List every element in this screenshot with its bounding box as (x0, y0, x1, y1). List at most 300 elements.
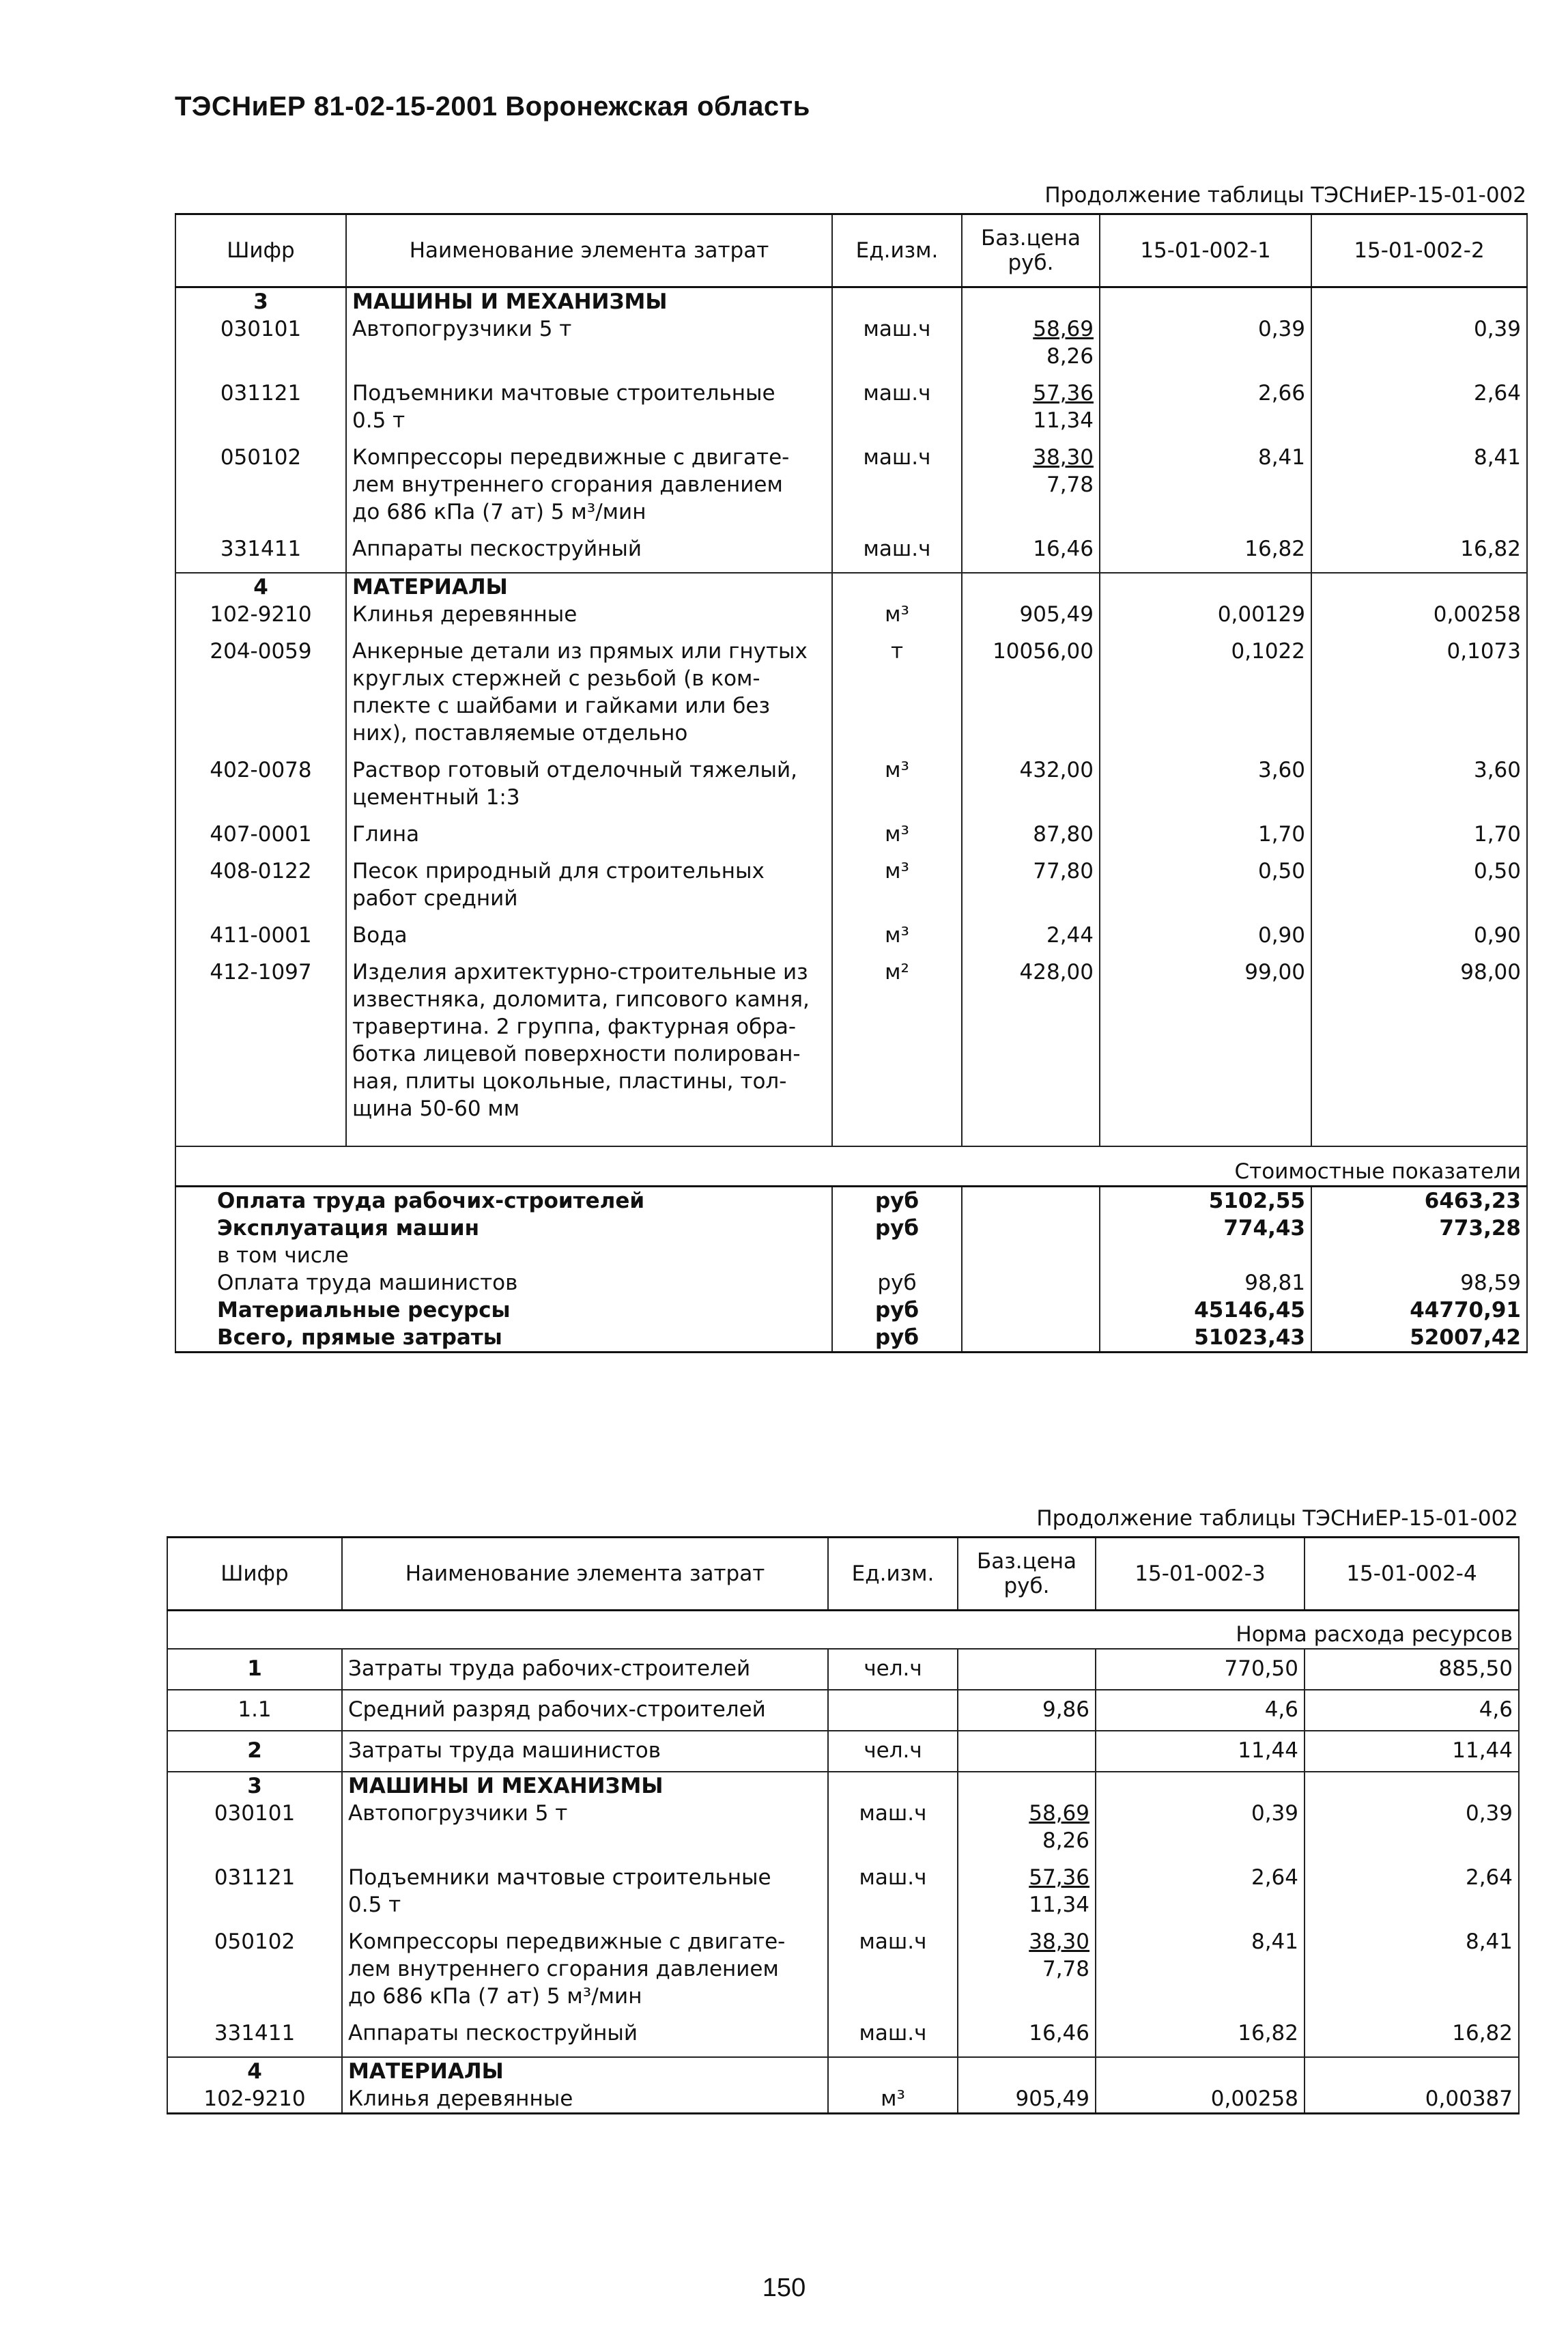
table2 (167, 1536, 1520, 2114)
base-price: 905,49 (1015, 2086, 1089, 2111)
resource-unit: маш.ч (828, 1928, 958, 2010)
base-price-secondary: 7,78 (1046, 472, 1094, 497)
empty-cell (1100, 628, 1311, 638)
cost-label: Всего, прямые затраты (175, 1324, 832, 1353)
empty-cell (175, 949, 346, 959)
empty-cell (828, 2010, 958, 2020)
base-price-secondary: 8,26 (1046, 344, 1094, 369)
empty-cell (1311, 628, 1527, 638)
resource-value-col2: 0,39 (1305, 1800, 1519, 1854)
empty-cell (958, 1919, 1096, 1928)
row-spacer (167, 1854, 1519, 1864)
resource-value-col1: 1,70 (1100, 821, 1311, 848)
resource-code: 411-0001 (175, 922, 346, 949)
header-col2: 15-01-002-4 (1305, 1538, 1519, 1611)
row-spacer (175, 912, 1527, 922)
resource-row (175, 601, 1527, 628)
empty-cell (1100, 434, 1311, 444)
resource-unit: маш.ч (832, 444, 962, 526)
empty-cell (1305, 1772, 1519, 1800)
resource-name-line: лем внутреннего сгорания давлением (348, 1957, 779, 1981)
empty-cell (1096, 1772, 1305, 1800)
base-price: 77,80 (1033, 859, 1094, 883)
section-title: МАШИНЫ И МЕХАНИЗМЫ (346, 287, 832, 316)
empty-cell (962, 1242, 1100, 1269)
section-row (167, 1772, 1519, 1800)
cost-value-col1: 774,43 (1100, 1215, 1311, 1242)
empty-cell (962, 912, 1100, 922)
empty-cell (962, 949, 1100, 959)
section-row (175, 573, 1527, 601)
empty-cell (962, 747, 1100, 756)
cost-header: Стоимостные показатели (175, 1146, 1527, 1187)
cost-value-col2: 44770,91 (1311, 1297, 1527, 1324)
cost-row (175, 1297, 1527, 1324)
empty-cell (346, 848, 832, 858)
resource-value-col2: 0,1073 (1311, 638, 1527, 747)
empty-cell (1096, 1854, 1305, 1864)
base-price: 10056,00 (993, 639, 1094, 664)
resource-price (962, 922, 1100, 949)
cost-value-col2: 52007,42 (1311, 1324, 1527, 1353)
resource-value-col1: 0,50 (1100, 858, 1311, 912)
labor-value-col2: 11,44 (1305, 1731, 1519, 1772)
resource-value-col2: 0,39 (1311, 315, 1527, 370)
empty-cell (1311, 912, 1527, 922)
cost-row (175, 1269, 1527, 1297)
labor-name: Средний разряд рабочих-строителей (342, 1690, 828, 1731)
resource-code: 031121 (167, 1864, 342, 1919)
cost-header-row (175, 1146, 1527, 1187)
resource-name-line: до 686 кПа (7 ат) 5 м³/мин (348, 1984, 642, 2009)
section-code: 3 (175, 287, 346, 316)
section-title: МАТЕРИАЛЫ (346, 573, 832, 601)
table1 (175, 213, 1528, 1353)
cost-value-col1: 98,81 (1100, 1269, 1311, 1297)
empty-cell (958, 1854, 1096, 1864)
cost-value-col1: 51023,43 (1100, 1324, 1311, 1353)
empty-cell (962, 573, 1100, 601)
header-unit: Ед.изм. (832, 214, 962, 287)
empty-cell (832, 287, 962, 316)
resource-name (346, 315, 832, 370)
row-spacer (175, 1132, 1527, 1146)
resource-row (175, 315, 1527, 370)
empty-cell (1311, 573, 1527, 601)
labor-value-col1: 4,6 (1096, 1690, 1305, 1731)
resource-code: 407-0001 (175, 821, 346, 848)
base-price: 432,00 (1019, 758, 1094, 782)
header-price: Баз.цена руб. (962, 214, 1100, 287)
resource-price (962, 601, 1100, 628)
resource-name (346, 858, 832, 912)
empty-cell (958, 2047, 1096, 2057)
empty-cell (832, 434, 962, 444)
resource-code: 102-9210 (167, 2085, 342, 2112)
resource-value-col2: 1,70 (1311, 821, 1527, 848)
resource-unit: маш.ч (828, 1800, 958, 1854)
resource-price (962, 535, 1100, 563)
resource-code: 331411 (167, 2020, 342, 2047)
resource-price (962, 858, 1100, 912)
empty-cell (1100, 747, 1311, 756)
resource-name (346, 535, 832, 563)
resource-unit: м³ (832, 821, 962, 848)
resource-name-line: до 686 кПа (7 ат) 5 м³/мин (352, 500, 646, 524)
labor-name: Затраты труда машинистов (342, 1731, 828, 1772)
resource-row (175, 380, 1527, 434)
resource-value-col1: 16,82 (1100, 535, 1311, 563)
resource-row (175, 444, 1527, 526)
resource-code: 102-9210 (175, 601, 346, 628)
empty-cell (346, 628, 832, 638)
resource-code: 204-0059 (175, 638, 346, 747)
header-row (175, 214, 1527, 287)
cost-unit: руб (832, 1269, 962, 1297)
base-price: 16,46 (1033, 537, 1094, 561)
header-name: Наименование элемента затрат (346, 214, 832, 287)
empty-cell (175, 526, 346, 535)
empty-cell (1311, 747, 1527, 756)
resource-value-col1: 99,00 (1100, 959, 1311, 1122)
resource-name (342, 1928, 828, 2010)
empty-cell (1311, 563, 1527, 573)
resource-code: 030101 (175, 315, 346, 370)
row-spacer (175, 811, 1527, 821)
empty-cell (1100, 912, 1311, 922)
resource-unit: м³ (832, 922, 962, 949)
empty-cell (342, 2112, 828, 2114)
empty-cell (1096, 2112, 1305, 2114)
base-price: 16,46 (1029, 2021, 1089, 2046)
resource-value-col1: 2,64 (1096, 1864, 1305, 1919)
cost-value-col2: 98,59 (1311, 1269, 1527, 1297)
resource-row (167, 1800, 1519, 1854)
empty-cell (175, 912, 346, 922)
base-price: 38,30 (1029, 1929, 1089, 1954)
row-spacer (175, 747, 1527, 756)
row-spacer (175, 370, 1527, 380)
section-row (175, 287, 1527, 316)
resource-name (346, 601, 832, 628)
resource-row (175, 959, 1527, 1122)
resource-name-line: плекте с шайбами и гайками или без (352, 694, 770, 718)
empty-cell (1100, 1132, 1311, 1146)
resource-row (175, 821, 1527, 848)
empty-cell (828, 1772, 958, 1800)
empty-cell (167, 1919, 342, 1928)
resource-name (346, 444, 832, 526)
empty-cell (1096, 2057, 1305, 2085)
empty-cell (167, 1854, 342, 1864)
empty-cell (962, 370, 1100, 380)
empty-cell (1311, 848, 1527, 858)
empty-cell (828, 1919, 958, 1928)
empty-cell (346, 912, 832, 922)
base-price-secondary: 8,26 (1042, 1828, 1089, 1853)
resource-unit: маш.ч (828, 2020, 958, 2047)
header-code: Шифр (167, 1538, 342, 1611)
empty-cell (175, 370, 346, 380)
header-row (167, 1538, 1519, 1611)
empty-cell (962, 1297, 1100, 1324)
resource-unit: маш.ч (832, 380, 962, 434)
empty-cell (958, 2010, 1096, 2020)
resource-code: 050102 (175, 444, 346, 526)
empty-cell (962, 1269, 1100, 1297)
empty-cell (175, 1122, 346, 1132)
resource-value-col2: 16,82 (1311, 535, 1527, 563)
resource-value-col1: 8,41 (1100, 444, 1311, 526)
resource-value-col2: 0,00387 (1305, 2085, 1519, 2112)
resource-value-col1: 0,90 (1100, 922, 1311, 949)
cost-unit (832, 1242, 962, 1269)
empty-cell (1305, 2047, 1519, 2057)
resource-name-line: ная, плиты цокольные, пластины, тол- (352, 1069, 787, 1094)
resource-value-col1: 3,60 (1100, 756, 1311, 811)
empty-cell (1100, 848, 1311, 858)
row-spacer (167, 2010, 1519, 2020)
resource-price (962, 756, 1100, 811)
empty-cell (962, 1215, 1100, 1242)
empty-cell (1100, 949, 1311, 959)
cost-row (175, 1215, 1527, 1242)
cost-label: Материальные ресурсы (175, 1297, 832, 1324)
empty-cell (832, 563, 962, 573)
row-spacer (167, 2112, 1519, 2114)
resource-value-col1: 2,66 (1100, 380, 1311, 434)
resource-name-line: травертина. 2 группа, фактурная обра- (352, 1015, 797, 1039)
empty-cell (1096, 1919, 1305, 1928)
empty-cell (1100, 287, 1311, 316)
base-price: 2,44 (1046, 923, 1094, 948)
labor-value-col1: 11,44 (1096, 1731, 1305, 1772)
empty-cell (832, 628, 962, 638)
resource-row (167, 2085, 1519, 2112)
cost-label: в том числе (175, 1242, 832, 1269)
resource-code: 331411 (175, 535, 346, 563)
labor-code: 1.1 (167, 1690, 342, 1731)
resource-price (962, 959, 1100, 1122)
empty-cell (1305, 1919, 1519, 1928)
empty-cell (342, 2047, 828, 2057)
resource-code: 408-0122 (175, 858, 346, 912)
resource-code: 402-0078 (175, 756, 346, 811)
resource-name-line: лем внутреннего сгорания давлением (352, 472, 783, 497)
row-spacer (175, 563, 1527, 573)
empty-cell (175, 747, 346, 756)
resource-value-col2: 3,60 (1311, 756, 1527, 811)
empty-cell (828, 1854, 958, 1864)
row-spacer (175, 434, 1527, 444)
section-title: МАШИНЫ И МЕХАНИЗМЫ (342, 1772, 828, 1800)
base-price: 905,49 (1019, 602, 1094, 627)
empty-cell (346, 563, 832, 573)
section-code: 3 (167, 1772, 342, 1800)
base-price-secondary: 7,78 (1042, 1957, 1089, 1981)
resource-price (962, 638, 1100, 747)
empty-cell (346, 811, 832, 821)
row-spacer (175, 949, 1527, 959)
base-price: 58,69 (1033, 317, 1094, 341)
labor-unit: чел.ч (828, 1731, 958, 1772)
empty-cell (346, 434, 832, 444)
resource-name-line: Глина (352, 822, 420, 847)
header-price: Баз.цена руб. (958, 1538, 1096, 1611)
resource-value-col1: 0,39 (1100, 315, 1311, 370)
empty-cell (1096, 2047, 1305, 2057)
labor-value-col2: 885,50 (1305, 1649, 1519, 1690)
resource-unit: м³ (828, 2085, 958, 2112)
cost-value-col1: 45146,45 (1100, 1297, 1311, 1324)
empty-cell (832, 949, 962, 959)
empty-cell (962, 1132, 1100, 1146)
resource-price (962, 821, 1100, 848)
resource-name (342, 2020, 828, 2047)
cost-row (175, 1242, 1527, 1269)
resource-name (346, 821, 832, 848)
resource-row (175, 922, 1527, 949)
row-spacer (175, 628, 1527, 638)
resource-name (342, 2085, 828, 2112)
header-name: Наименование элемента затрат (342, 1538, 828, 1611)
resource-row (167, 2020, 1519, 2047)
resource-value-col1: 0,1022 (1100, 638, 1311, 747)
resource-name-line: круглых стержней с резьбой (в ком- (352, 666, 760, 691)
cost-label: Оплата труда рабочих-строителей (175, 1187, 832, 1215)
resource-name-line: Аппараты пескоструйный (352, 537, 642, 561)
resource-code: 030101 (167, 1800, 342, 1854)
section-row (167, 2057, 1519, 2085)
resource-name-line: Песок природный для строительных (352, 859, 765, 883)
resource-name-line: работ средний (352, 886, 518, 911)
empty-cell (1311, 370, 1527, 380)
resource-name-line: Вода (352, 923, 408, 948)
resource-unit: маш.ч (832, 535, 962, 563)
labor-price: 9,86 (958, 1690, 1096, 1731)
labor-value-col1: 770,50 (1096, 1649, 1305, 1690)
empty-cell (962, 563, 1100, 573)
resource-name-line: 0.5 т (348, 1893, 401, 1917)
empty-cell (1311, 1132, 1527, 1146)
empty-cell (175, 434, 346, 444)
resource-price (958, 1800, 1096, 1854)
base-price: 57,36 (1033, 381, 1094, 406)
empty-cell (175, 1132, 346, 1146)
empty-cell (1311, 1122, 1527, 1132)
empty-cell (962, 1122, 1100, 1132)
resource-price (962, 444, 1100, 526)
resource-name-line: Автопогрузчики 5 т (352, 317, 572, 341)
resource-value-col1: 8,41 (1096, 1928, 1305, 2010)
resource-name-line: Клинья деревянные (348, 2086, 573, 2111)
empty-cell (346, 1132, 832, 1146)
cost-label: Оплата труда машинистов (175, 1269, 832, 1297)
empty-cell (832, 526, 962, 535)
cost-label: Эксплуатация машин (175, 1215, 832, 1242)
norm-header-row (167, 1611, 1519, 1650)
empty-cell (175, 848, 346, 858)
resource-price (962, 380, 1100, 434)
empty-cell (346, 370, 832, 380)
empty-cell (342, 1854, 828, 1864)
resource-name-line: 0.5 т (352, 408, 405, 433)
table1-caption: Продолжение таблицы ТЭСНиЕР-15-01-002 (1044, 183, 1526, 208)
base-price: 87,80 (1033, 822, 1094, 847)
row-spacer (175, 848, 1527, 858)
row-spacer (167, 1919, 1519, 1928)
cost-value-col2: 6463,23 (1311, 1187, 1527, 1215)
resource-code: 050102 (167, 1928, 342, 2010)
resource-row (175, 535, 1527, 563)
empty-cell (1311, 287, 1527, 316)
labor-value-col2: 4,6 (1305, 1690, 1519, 1731)
resource-value-col2: 98,00 (1311, 959, 1527, 1122)
empty-cell (962, 1324, 1100, 1353)
empty-cell (1100, 573, 1311, 601)
labor-price (958, 1731, 1096, 1772)
resource-name (346, 638, 832, 747)
resource-unit: маш.ч (828, 1864, 958, 1919)
empty-cell (828, 2112, 958, 2114)
empty-cell (1100, 811, 1311, 821)
empty-cell (1311, 949, 1527, 959)
resource-value-col2: 8,41 (1305, 1928, 1519, 2010)
empty-cell (342, 1919, 828, 1928)
empty-cell (167, 2112, 342, 2114)
base-price-secondary: 11,34 (1029, 1893, 1089, 1917)
resource-value-col1: 16,82 (1096, 2020, 1305, 2047)
empty-cell (962, 1187, 1100, 1215)
empty-cell (1100, 370, 1311, 380)
cost-row (175, 1187, 1527, 1215)
empty-cell (828, 2057, 958, 2085)
resource-name-line: Раствор готовый отделочный тяжелый, (352, 758, 797, 782)
base-price: 57,36 (1029, 1865, 1089, 1890)
resource-code: 031121 (175, 380, 346, 434)
resource-row (167, 1864, 1519, 1919)
resource-name-line: них), поставляемые отдельно (352, 721, 688, 746)
header-col1: 15-01-002-1 (1100, 214, 1311, 287)
resource-name-line: Подъемники мачтовые строительные (348, 1865, 771, 1890)
resource-unit: м² (832, 959, 962, 1122)
resource-price (958, 2085, 1096, 2112)
base-price-secondary: 11,34 (1033, 408, 1094, 433)
empty-cell (828, 2047, 958, 2057)
resource-row (175, 638, 1527, 747)
empty-cell (832, 1122, 962, 1132)
empty-cell (958, 2112, 1096, 2114)
norm-header: Норма расхода ресурсов (167, 1611, 1519, 1650)
resource-name (342, 1864, 828, 1919)
empty-cell (832, 811, 962, 821)
resource-name-line: Анкерные детали из прямых или гнутых (352, 639, 808, 664)
section-title: МАТЕРИАЛЫ (342, 2057, 828, 2085)
resource-unit: маш.ч (832, 315, 962, 370)
resource-value-col2: 2,64 (1305, 1864, 1519, 1919)
resource-name-line: Клинья деревянные (352, 602, 578, 627)
empty-cell (1305, 2112, 1519, 2114)
labor-code: 1 (167, 1649, 342, 1690)
table2-caption: Продолжение таблицы ТЭСНиЕР-15-01-002 (1036, 1506, 1518, 1531)
cost-value-col2 (1311, 1242, 1527, 1269)
resource-row (175, 858, 1527, 912)
cost-unit: руб (832, 1187, 962, 1215)
resource-unit: м³ (832, 858, 962, 912)
resource-name (346, 922, 832, 949)
empty-cell (346, 526, 832, 535)
resource-name-line: ботка лицевой поверхности полирован- (352, 1042, 801, 1066)
